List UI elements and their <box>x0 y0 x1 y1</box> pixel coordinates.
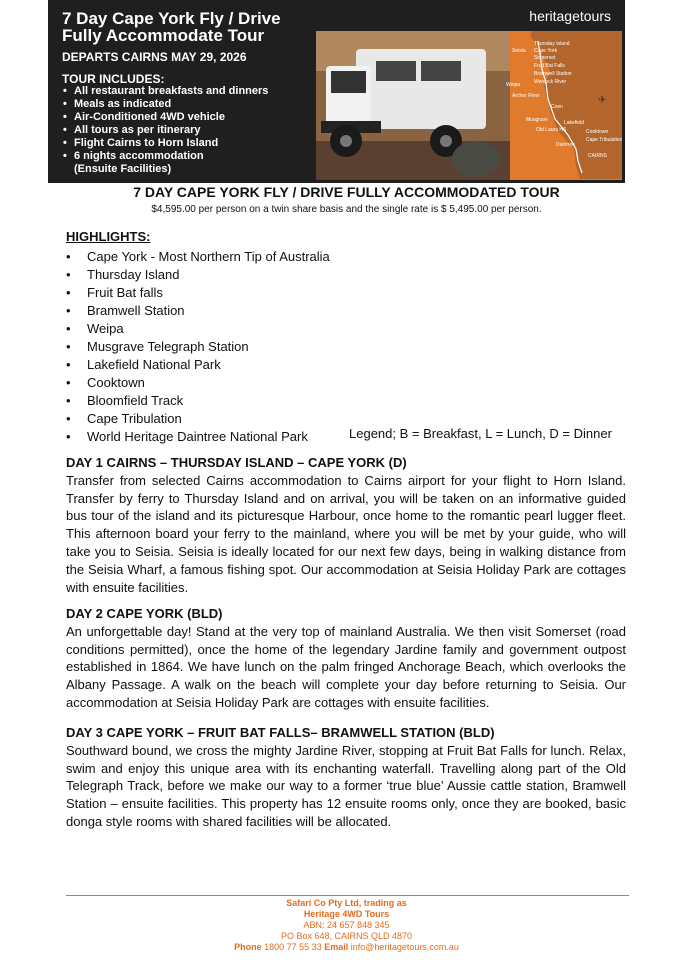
highlight-item: • Weipa <box>66 320 330 338</box>
day-heading: DAY 1 CAIRNS – THURSDAY ISLAND – CAPE YORK (D) <box>66 455 407 470</box>
email-label: Email <box>324 942 349 952</box>
highlight-item: • Bloomfield Track <box>66 392 330 410</box>
highlight-item: • Cape Tribulation <box>66 410 330 428</box>
highlight-item: • Bramwell Station <box>66 302 330 320</box>
highlights-list <box>66 248 330 446</box>
route-map: ✈ Thursday Island Seisia Cape York Somerset Fruit Bat Falls Bramwell Station Wenlock River Weipa Archer River Coen Musgrave Lakefield Old Laura HS Cooktown Cape Tribulation Daintree CAIRNS <box>510 31 622 180</box>
footer-divider <box>66 895 629 896</box>
footer-contact <box>0 942 693 953</box>
includes-item: • Flight Cairns to Horn Island <box>62 137 268 150</box>
highlight-item: • Cooktown <box>66 374 330 392</box>
email-link[interactable]: info@heritagetours.com.au <box>350 942 459 952</box>
svg-text:✈: ✈ <box>598 95 607 106</box>
includes-item: • 6 nights accommodation (Ensuite Facilities) <box>62 150 268 176</box>
day-description: Southward bound, we cross the mighty Jardine River, stopping at Fruit Bat Falls for lunch. Relax, swim and enjoy this unique area with its enchanting waterfall. Travelling along part of the Old Telegraph Track, before we make our way to a former ‘true blue’ Aussie cattle station, Bramwell Station – ensuite facilities. This property has 12 ensuite rooms only, once they are booked, basic donga style rooms with shared facilities will be allocated. <box>66 742 626 829</box>
departure-date: DEPARTS CAIRNS MAY 29, 2026 <box>62 50 247 64</box>
meal-legend: Legend; B = Breakfast, L = Lunch, D = Dinner <box>349 426 612 441</box>
day-description: An unforgettable day! Stand at the very top of mainland Australia. We then visit Somerset (road conditions permitted), once the home of the legendary Jardine family and government outpost established in 1864. We have lunch on the palm fringed Anchorage Beach, which overlooks the Albany Passage. A walk on the beach will complete your day before returning to Seisia. Our accommodation at Seisia Holiday Park are cottages with ensuite facilities. <box>66 623 626 710</box>
includes-item: • All tours as per itinerary <box>62 124 268 137</box>
includes-item: • Air-Conditioned 4WD vehicle <box>62 111 268 124</box>
phone-number[interactable]: 1800 77 55 33 <box>264 942 322 952</box>
footer-company: Safari Co Pty Ltd, trading as <box>286 898 407 908</box>
day-heading: DAY 2 CAPE YORK (BLD) <box>66 606 223 621</box>
truck-image <box>316 31 510 180</box>
day-2-section <box>66 605 626 712</box>
highlight-item: • Cape York - Most Northern Tip of Australia <box>66 248 330 266</box>
highlight-item: • World Heritage Daintree National Park <box>66 428 330 446</box>
footer-po-box: PO Box 648, CAIRNS QLD 4870 <box>280 931 413 941</box>
day-3-section <box>66 724 626 831</box>
tour-photo <box>316 31 622 180</box>
includes-item: • Meals as indicated <box>62 98 268 111</box>
highlight-item: • Fruit Bat falls <box>66 284 330 302</box>
highlights-heading: HIGHLIGHTS: <box>66 229 151 244</box>
footer <box>0 898 693 953</box>
includes-item: • All restaurant breakfasts and dinners <box>62 85 268 98</box>
day-1-section <box>66 454 626 596</box>
highlight-item: • Musgrave Telegraph Station <box>66 338 330 356</box>
highlight-item: • Lakefield National Park <box>66 356 330 374</box>
footer-trading-name: Heritage 4WD Tours <box>303 909 390 919</box>
includes-list <box>62 85 268 176</box>
heritagetours-logo: heritagetours <box>529 8 611 24</box>
day-description: Transfer from selected Cairns accommodation to Cairns airport for your flight to Horn Island. Transfer by ferry to Thursday Island and on arrival, you will be taken on an informative guided bus tour of the island and its picturesque Harbour, once home to the romantic pearl lugger fleet. This afternoon board your ferry to the mainland, where you will be met by your guide, who will take you to Seisia. Seisia is ideally located for our next few days, being in walking distance from the Seisia Wharf, a famous fishing spot. Our accommodation at Seisia Holiday Park are cottages with ensuite facilities. <box>66 472 626 595</box>
includes-heading: TOUR INCLUDES: <box>62 72 165 86</box>
tour-title: 7 DAY CAPE YORK FLY / DRIVE FULLY ACCOMMODATED TOUR <box>133 184 560 200</box>
phone-label: Phone <box>234 942 262 952</box>
tour-price: $4,595.00 per person on a twin share basis and the single rate is $ 5,495.00 per person. <box>151 204 542 215</box>
highlight-item: • Thursday Island <box>66 266 330 284</box>
tour-banner <box>48 0 625 183</box>
footer-abn: ABN: 24 657 848 345 <box>303 920 390 930</box>
banner-title: 7 Day Cape York Fly / Drive Fully Accommodate Tour <box>62 9 281 45</box>
day-heading: DAY 3 CAPE YORK – FRUIT BAT FALLS– BRAMWELL STATION (BLD) <box>66 725 495 740</box>
